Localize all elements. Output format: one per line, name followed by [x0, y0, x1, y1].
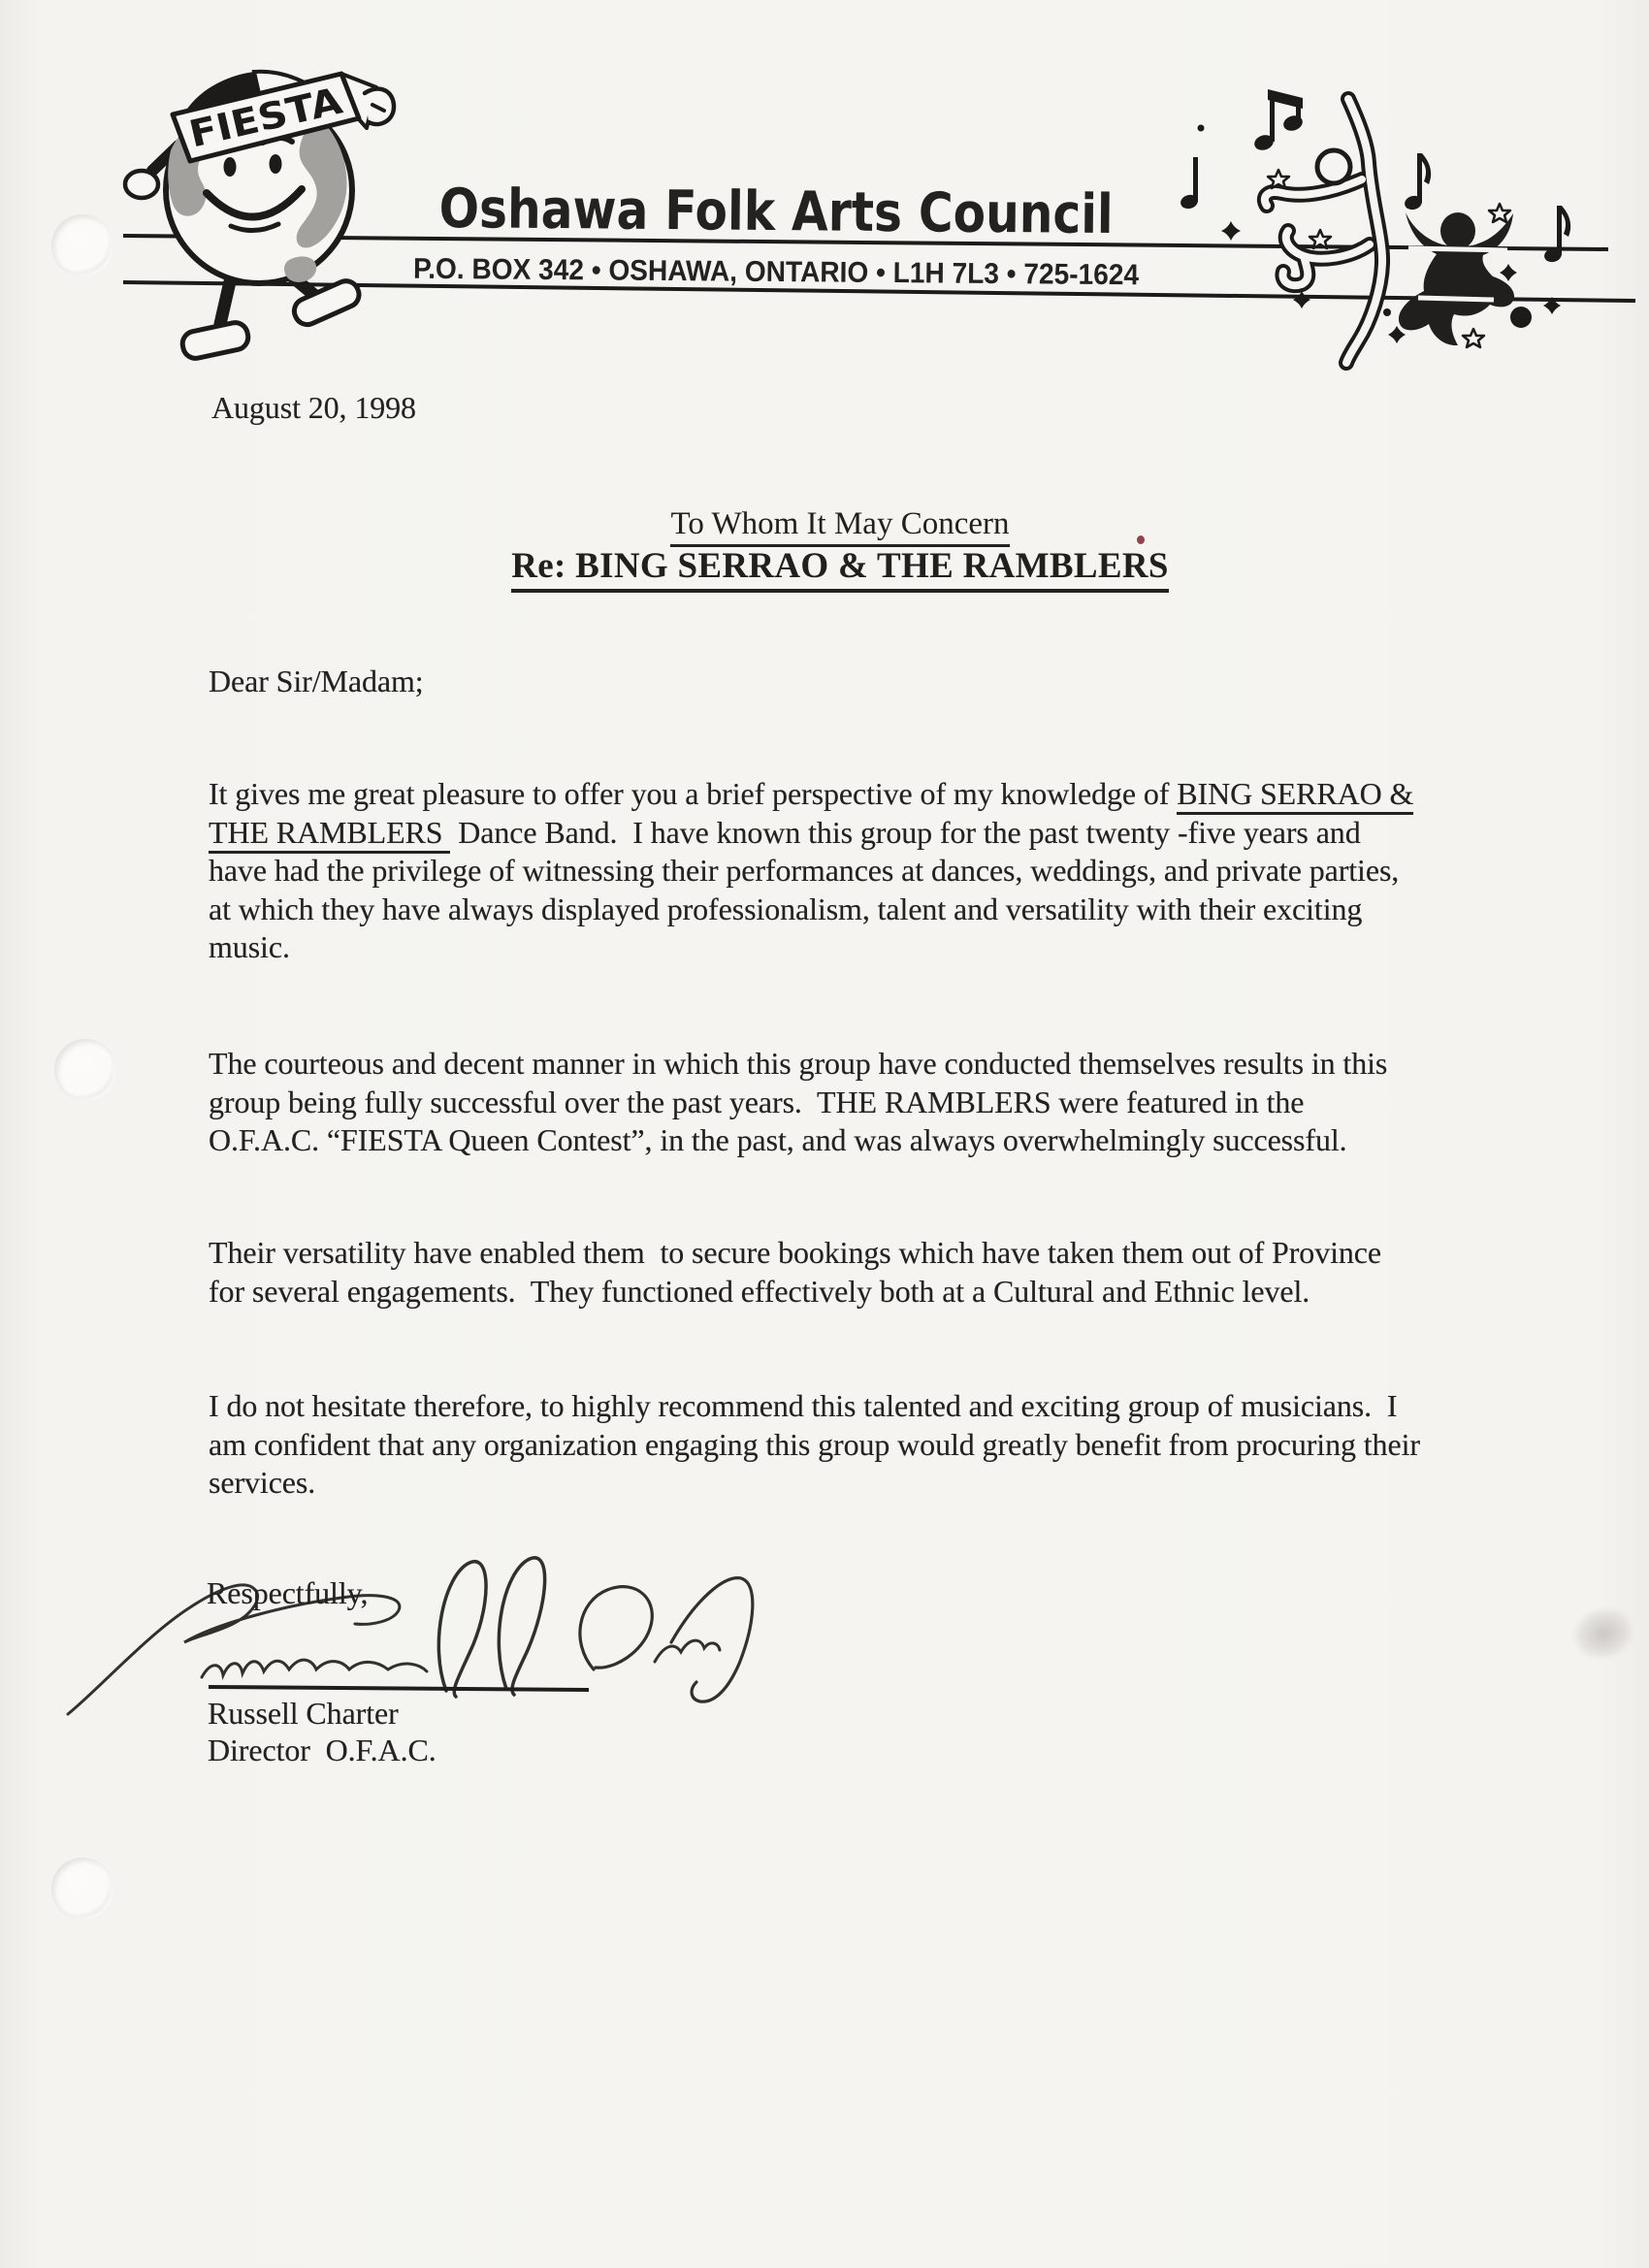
text-segment: The courteous and decent manner in which this group have conducted themselves results in this: [209, 1046, 1388, 1081]
letter-paragraph: [209, 1234, 1381, 1311]
text-segment: O.F.A.C. “FIESTA Queen Contest”, in the past, and was always overwhelmingly successful.: [209, 1122, 1347, 1158]
letter-line: [209, 891, 1413, 929]
letter-paragraph: [209, 1387, 1420, 1503]
fiesta-banner-text: FIESTA: [184, 81, 333, 156]
letter-line: [209, 814, 1413, 853]
dot-decoration: [1383, 308, 1391, 316]
org-name-text: Oshawa Folk Arts Council: [438, 177, 1215, 247]
music-note-icon: [1252, 89, 1305, 152]
underlined-text-segment: BING SERRAO &: [1177, 776, 1413, 815]
dancer-outline-icon: [1265, 99, 1382, 363]
scan-smudge: [1568, 1602, 1638, 1666]
letterhead: [0, 0, 1649, 407]
music-note-icon: [1542, 206, 1570, 264]
text-segment: Their versatility have enabled them to secure bookings which have taken them out of Province: [209, 1235, 1381, 1270]
text-segment: Dance Band. I have known this group for the past twenty -five years and: [450, 814, 1361, 850]
closing-word: Respectfully,: [207, 1575, 369, 1610]
star-icon: [1221, 221, 1561, 343]
text-segment: have had the privilege of witnessing their performances at dances, weddings, and private parties,: [209, 853, 1400, 889]
heading-to-whom: To Whom It May Concern: [670, 506, 1009, 547]
letter-line: [209, 1045, 1387, 1084]
letter-line: [209, 1426, 1420, 1465]
text-segment: services.: [209, 1465, 316, 1501]
letter-line: [209, 1121, 1387, 1160]
letter-line: [209, 1464, 1420, 1503]
signature-underline: [209, 1687, 589, 1690]
text-segment: am confident that any organization engaging this group would greatly benefit from procuring their: [209, 1426, 1420, 1462]
dot-decoration: [1198, 125, 1205, 132]
letter-line: [209, 928, 1413, 967]
address-text: P.O. BOX 342 • OSHAWA, ONTARIO • L1H 7L3 • 725-1624: [412, 252, 1189, 292]
letter-subject: [16, 545, 1649, 593]
letter-line: [209, 1084, 1387, 1122]
letter-line: [209, 1234, 1381, 1273]
music-note-icon: [1179, 157, 1199, 211]
text-segment: group being fully successful over the past years. THE RAMBLERS were featured in the: [209, 1084, 1305, 1119]
underlined-text-segment: THE RAMBLERS: [209, 815, 450, 854]
letter-line: [209, 852, 1413, 891]
heading-re-line: Re: BING SERRAO & THE RAMBLERS: [511, 545, 1168, 593]
letterhead-right-art: [1179, 89, 1570, 363]
punch-hole: [54, 1039, 116, 1101]
rule-knockout: [1408, 248, 1507, 250]
red-ink-speck: [1137, 535, 1145, 544]
letter-line: [209, 775, 1413, 814]
text-segment: at which they have always displayed professionalism, talent and versatility with their exciting: [209, 891, 1363, 926]
letter-paragraph: [209, 775, 1413, 967]
text-segment: for several engagements. They functioned effectively both at a Cultural and Ethnic level.: [209, 1273, 1310, 1309]
letter-paragraph: [209, 1045, 1387, 1160]
letter-line: [209, 1387, 1420, 1426]
text-segment: music.: [209, 929, 290, 965]
letter-date: August 20, 1998: [211, 390, 416, 425]
text-segment: It gives me great pleasure to offer you a brief perspective of my knowledge of: [209, 776, 1178, 811]
text-segment: I do not hesitate therefore, to highly recommend this talented and exciting group of musicians. I: [209, 1388, 1398, 1423]
music-note-icon: [1403, 153, 1431, 211]
dancer-silhouette-icon: [1399, 212, 1514, 345]
salutation: Dear Sir/Madam;: [209, 664, 424, 698]
letter-heading: [16, 506, 1649, 547]
punch-hole: [51, 1858, 113, 1920]
letter-line: [209, 1273, 1381, 1312]
signature-image: [58, 1528, 815, 1756]
signer-name: Russell Charter: [208, 1696, 399, 1731]
rule-knockout: [1418, 298, 1494, 300]
signer-title: Director O.F.A.C.: [208, 1733, 436, 1767]
dot-decoration: [1510, 307, 1532, 328]
punch-hole: [51, 214, 113, 276]
globe-mascot-icon: [125, 72, 394, 361]
